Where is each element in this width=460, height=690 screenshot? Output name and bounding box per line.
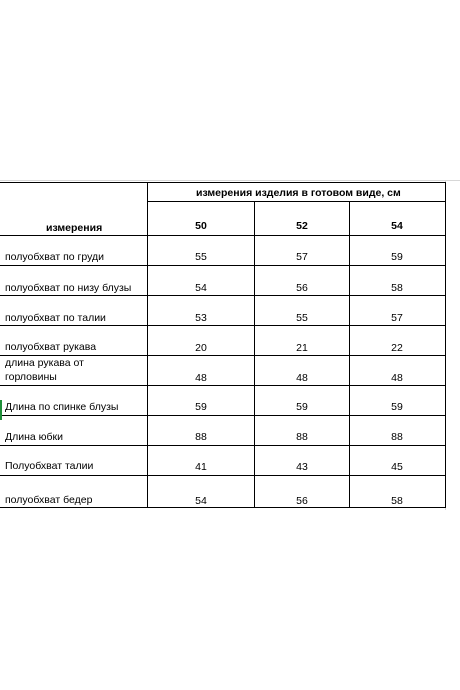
col-border (254, 201, 255, 508)
table-border-bottom (0, 507, 446, 508)
cell-value: 56 (296, 495, 308, 507)
size-header-50: 50 (195, 220, 207, 232)
col-border (349, 201, 350, 508)
header-group-title: измерения изделия в готовом виде, см (196, 187, 401, 199)
row-label: Длина по спинке блузы (5, 401, 119, 413)
row-border (0, 475, 446, 476)
cell-value: 57 (391, 312, 403, 324)
cell-value: 59 (296, 401, 308, 413)
cell-value: 48 (391, 372, 403, 384)
row-header-label: измерения (46, 222, 103, 234)
cell-value: 43 (296, 461, 308, 473)
cell-value: 56 (296, 282, 308, 294)
col-border (445, 182, 446, 508)
cell-value: 48 (296, 372, 308, 384)
table-border-top (0, 182, 446, 183)
row-border (0, 415, 446, 416)
cell-value: 88 (195, 431, 207, 443)
selection-marker (0, 400, 2, 420)
cell-value: 55 (296, 312, 308, 324)
cell-value: 22 (391, 342, 403, 354)
size-table (0, 180, 460, 510)
cell-value: 58 (391, 495, 403, 507)
cell-value: 53 (195, 312, 207, 324)
cell-value: 20 (195, 342, 207, 354)
row-border (0, 385, 446, 386)
row-label: полуобхват по низу блузы (5, 282, 132, 294)
cell-value: 41 (195, 461, 207, 473)
row-border (0, 265, 446, 266)
row-border (0, 295, 446, 296)
col-border (147, 182, 148, 508)
cell-value: 55 (195, 251, 207, 263)
cell-value: 21 (296, 342, 308, 354)
row-label-line2: горловины (5, 371, 57, 383)
size-header-52: 52 (296, 220, 308, 232)
cell-value: 54 (195, 495, 207, 507)
gridline (0, 180, 460, 181)
cell-value: 59 (195, 401, 207, 413)
row-border (0, 355, 446, 356)
row-label: длина рукава от (5, 357, 84, 369)
cell-value: 59 (391, 401, 403, 413)
cell-value: 54 (195, 282, 207, 294)
cell-value: 88 (296, 431, 308, 443)
row-label: полуобхват рукава (5, 341, 97, 353)
size-header-54: 54 (391, 220, 403, 232)
row-label: полуобхват по талии (5, 312, 106, 324)
row-label: Длина юбки (5, 431, 64, 443)
cell-value: 58 (391, 282, 403, 294)
row-border (0, 235, 446, 236)
cell-value: 88 (391, 431, 403, 443)
row-label: Полуобхват талии (5, 460, 94, 472)
cell-value: 59 (391, 251, 403, 263)
row-label: полуобхват по груди (5, 251, 104, 263)
cell-value: 48 (195, 372, 207, 384)
cell-value: 57 (296, 251, 308, 263)
row-label: полуобхват бедер (5, 494, 93, 506)
row-border (0, 325, 446, 326)
cell-value: 45 (391, 461, 403, 473)
header-group-border (148, 201, 446, 202)
row-border (0, 445, 446, 446)
